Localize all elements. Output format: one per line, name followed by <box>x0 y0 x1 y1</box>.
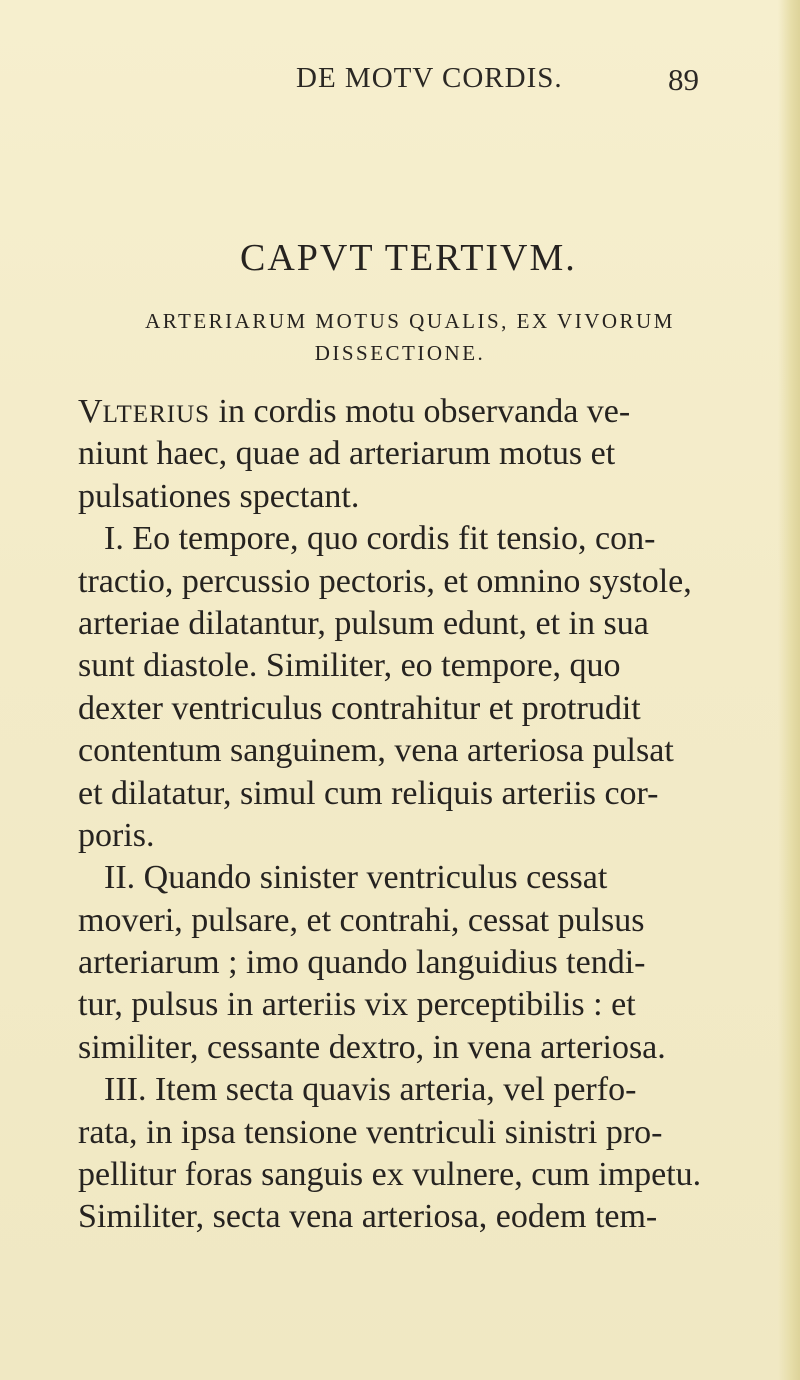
text-line: pulsationes spectant. <box>78 477 360 515</box>
page-edge-shadow <box>778 0 800 1380</box>
text-line: niunt haec, quae ad arteriarum motus et <box>78 435 616 473</box>
running-head-title: DE MOTV CORDIS. <box>296 62 563 94</box>
drop-initial: V <box>78 393 103 430</box>
text-line: et dilatatur, simul cum reliquis arteriis cor- <box>78 774 659 812</box>
text-line: rata, in ipsa tensione ventriculi sinistri pro- <box>78 1113 663 1151</box>
text-line <box>78 391 728 433</box>
text-line: II. Quando sinister ventriculus cessat <box>104 859 608 897</box>
text-line: tur, pulsus in arteriis vix perceptibilis : et <box>78 986 636 1024</box>
text-line: I. Eo tempore, quo cordis fit tensio, con- <box>104 520 656 558</box>
text-line: moveri, pulsare, et contrahi, cessat pulsus <box>78 901 645 939</box>
chapter-subtitle-line-2: DISSECTIONE. <box>314 341 486 365</box>
text-line: similiter, cessante dextro, in vena arteriosa. <box>78 1028 666 1066</box>
text-line: contentum sanguinem, vena arteriosa pulsat <box>78 732 674 770</box>
line-text: in cordis motu observanda ve- <box>210 393 631 430</box>
text-line: arteriae dilatantur, pulsum edunt, et in sua <box>78 604 649 642</box>
body-text <box>78 391 728 1239</box>
page-number: 89 <box>668 62 699 97</box>
text-line: pellitur foras sanguis ex vulnere, cum impetu. <box>78 1156 702 1194</box>
text-line: sunt diastole. Similiter, eo tempore, quo <box>78 647 621 685</box>
text-line: arteriarum ; imo quando languidius tendi- <box>78 944 646 982</box>
chapter-subtitle-line-1: ARTERIARUM MOTUS QUALIS, EX VIVORUM <box>145 309 675 333</box>
text-line: Similiter, secta vena arteriosa, eodem tem- <box>78 1198 658 1236</box>
small-caps-word: LTERIUS <box>102 401 211 428</box>
text-line: III. Item secta quavis arteria, vel perfo- <box>104 1071 637 1109</box>
text-line: poris. <box>78 816 155 854</box>
text-line: tractio, percussio pectoris, et omnino systole, <box>78 562 692 600</box>
text-line: dexter ventriculus contrahitur et protrudit <box>78 689 641 727</box>
chapter-title: CAPVT TERTIVM. <box>240 237 577 279</box>
